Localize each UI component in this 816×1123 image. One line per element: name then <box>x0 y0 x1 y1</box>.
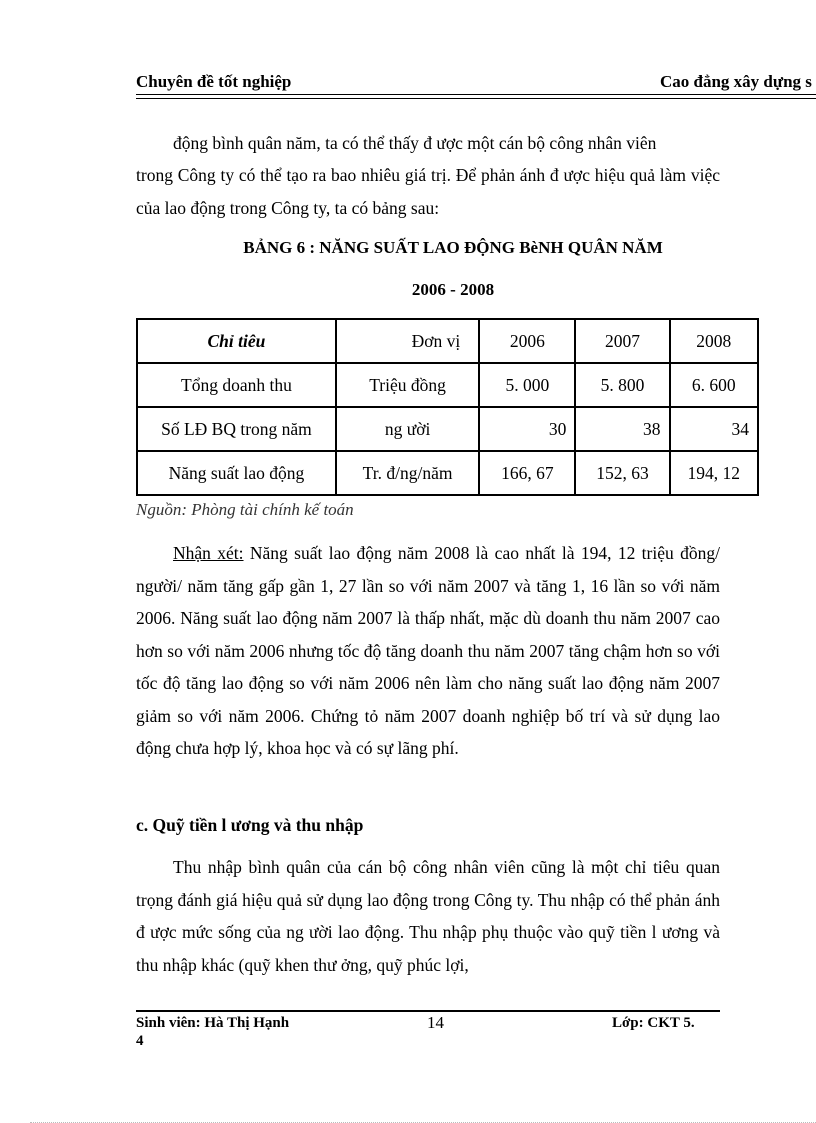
table-cell: Năng suất lao động <box>137 451 336 495</box>
table-header-cell: 2007 <box>575 319 669 363</box>
table-cell: Số LĐ BQ trong năm <box>137 407 336 451</box>
footer-student: Sinh viên: Hà Thị Hạnh <box>136 1015 290 1031</box>
footer-class-suffix: 4 <box>136 1033 144 1049</box>
remark-paragraph <box>136 537 720 765</box>
header-right: Cao đẳng xây dựng s <box>660 72 812 91</box>
section-heading: c. Quỹ tiền l ương và thu nhập <box>136 815 364 835</box>
productivity-table <box>136 318 759 496</box>
table-cell: 30 <box>479 407 575 451</box>
table-cell: Tr. đ/ng/năm <box>336 451 479 495</box>
table-cell: 5. 800 <box>575 363 669 407</box>
income-paragraph: Thu nhập bình quân của cán bộ công nhân viên cũng là một chỉ tiêu quan trọng đánh giá hiệu quả sử dụng lao động trong Công ty. Thu nhập có thể phản ánh đ ược mức sống của ng ười lao động. Thu nhập phụ thuộc vào quỹ tiền l ương và thu nhập khác (quỹ khen thư ởng, quỹ phúc lợi, <box>136 857 720 975</box>
table-header-cell: 2006 <box>479 319 575 363</box>
table-cell: 34 <box>670 407 758 451</box>
table-source: Nguồn: Phòng tài chính kế toán <box>136 500 354 519</box>
table-cell: 6. 600 <box>670 363 758 407</box>
table-cell: ng ười <box>336 407 479 451</box>
table-row <box>137 451 758 495</box>
header-rule <box>136 94 816 95</box>
intro-line1: động bình quân năm, ta có thể thấy đ ược một cán bộ công nhân viên <box>173 133 657 153</box>
table-subtitle: 2006 - 2008 <box>411 280 495 299</box>
table-cell: 5. 000 <box>479 363 575 407</box>
table-cell: 194, 12 <box>670 451 758 495</box>
header-rule-double <box>136 98 816 99</box>
table-title: BẢNG 6 : NĂNG SUẤT LAO ĐỘNG BèNH QUÂN NĂM <box>243 238 663 257</box>
intro-paragraph: trong Công ty có thể tạo ra bao nhiêu giá trị. Để phản ánh đ ược hiệu quả làm việc của lao động trong Công ty, ta có bảng sau: <box>136 165 720 218</box>
header-left: Chuyên đề tốt nghiệp <box>136 72 292 91</box>
footer-class: Lớp: CKT 5. <box>612 1015 695 1031</box>
table-cell: Triệu đồng <box>336 363 479 407</box>
table-cell: 152, 63 <box>575 451 669 495</box>
table-cell: 38 <box>575 407 669 451</box>
table-header-row <box>137 319 758 363</box>
table-header-cell: Chỉ tiêu <box>137 319 336 363</box>
page-number: 14 <box>427 1013 444 1032</box>
remark-text: Năng suất lao động năm 2008 là cao nhất là 194, 12 triệu đồng/ người/ năm tăng gấp gần 1, 27 lần so với năm 2007 và tăng 1, 16 lần so với năm 2006. Năng suất lao động năm 2007 là thấp nhất, mặc dù doanh thu năm 2007 cao hơn so với năm 2006 nhưng tốc độ tăng doanh thu năm 2007 tăng chậm hơn so với tốc độ tăng lao động so với năm 2006 nên làm cho năng suất lao động năm 2007 giảm so với năm 2006. Chứng tỏ năm 2007 doanh nghiệp bố trí và sử dụng lao động chưa hợp lý, khoa học và có sự lãng phí. <box>136 543 720 758</box>
table-cell: 166, 67 <box>479 451 575 495</box>
table-cell: Tổng doanh thu <box>137 363 336 407</box>
footer-rule <box>136 1010 720 1012</box>
remark-label: Nhận xét: <box>173 543 244 563</box>
table-header-cell: Đơn vị <box>336 319 479 363</box>
table-row <box>137 363 758 407</box>
table-row <box>137 407 758 451</box>
table-header-cell: 2008 <box>670 319 758 363</box>
